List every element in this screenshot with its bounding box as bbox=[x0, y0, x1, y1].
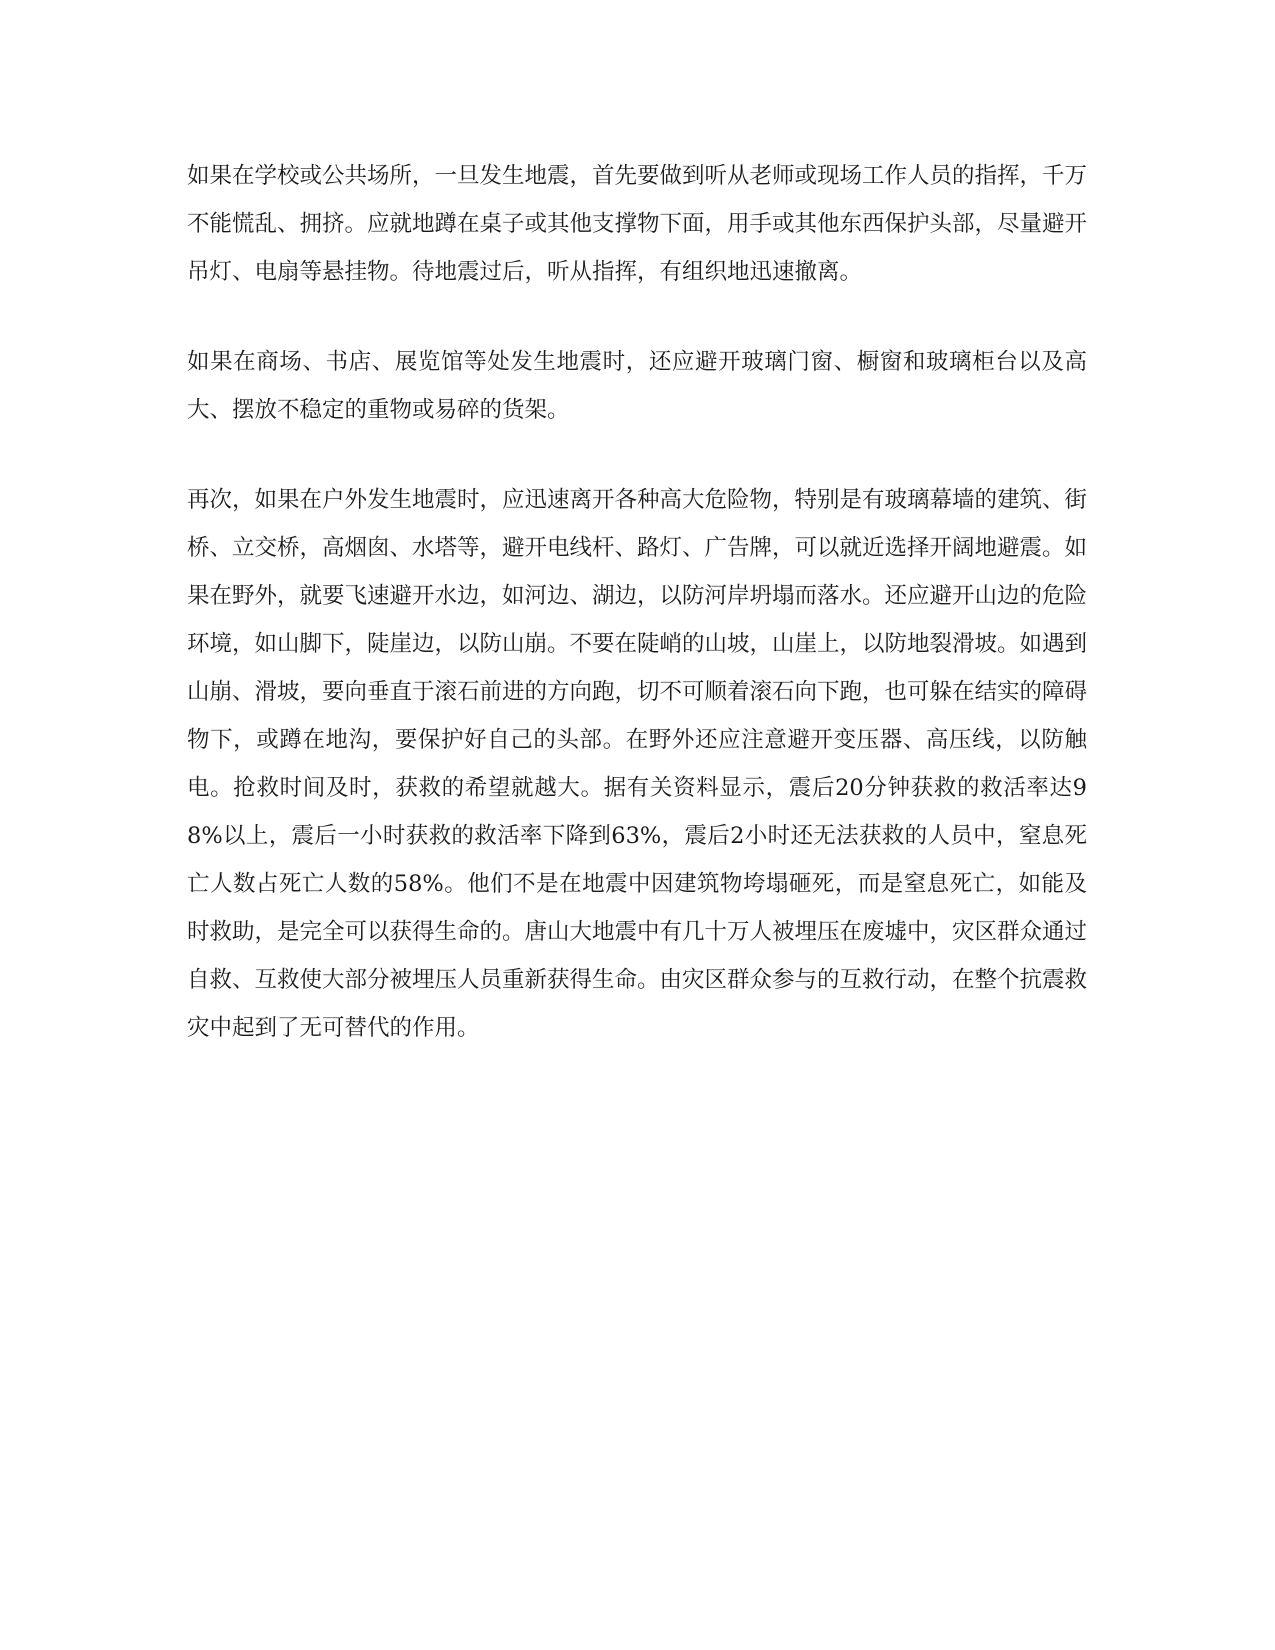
paragraph-school-public-places: 如果在学校或公共场所，一旦发生地震，首先要做到听从老师或现场工作人员的指挥，千万不能慌乱、拥挤。应就地蹲在桌子或其他支撑物下面，用手或其他东西保护头部，尽量避开吊灯、电扇等悬挂物。待地震过后，听从指挥，有组织地迅速撤离。 bbox=[187, 163, 1088, 285]
paragraph-outdoor-rescue: 再次，如果在户外发生地震时，应迅速离开各种高大危险物，特别是有玻璃幕墙的建筑、街桥、立交桥，高烟囱、水塔等，避开电线杆、路灯、广告牌，可以就近选择开阔地避震。如果在野外，就要飞速避开水边，如河边、湖边，以防河岸坍塌而落水。还应避开山边的危险环境，如山脚下，陡崖边，以防山崩。不要在陡峭的山坡，山崖上，以防地裂滑坡。如遇到山崩、滑坡，要向垂直于滚石前进的方向跑，切不可顺着滚石向下跑，也可躲在结实的障碍物下，或蹲在地沟，要保护好自己的头部。在野外还应注意避开变压器、高压线，以防触电。抢救时间及时，获救的希望就越大。据有关资料显示，震后20分钟获救的救活率达98%以上，震后一小时获救的救活率下降到63%，震后2小时还无法获救的人员中，窒息死亡人数占死亡人数的58%。他们不是在地震中因建筑物垮塌砸死，而是窒息死亡，如能及时救助，是完全可以获得生命的。唐山大地震中有几十万人被埋压在废墟中，灾区群众通过自救、互救使大部分被埋压人员重新获得生命。由灾区群众参与的互救行动，在整个抗震救灾中起到了无可替代的作用。 bbox=[187, 487, 1088, 1041]
document-body bbox=[187, 152, 1087, 1094]
paragraph-shops-exhibitions: 如果在商场、书店、展览馆等处发生地震时，还应避开玻璃门窗、橱窗和玻璃柜台以及高大、摆放不稳定的重物或易碎的货架。 bbox=[187, 349, 1087, 423]
